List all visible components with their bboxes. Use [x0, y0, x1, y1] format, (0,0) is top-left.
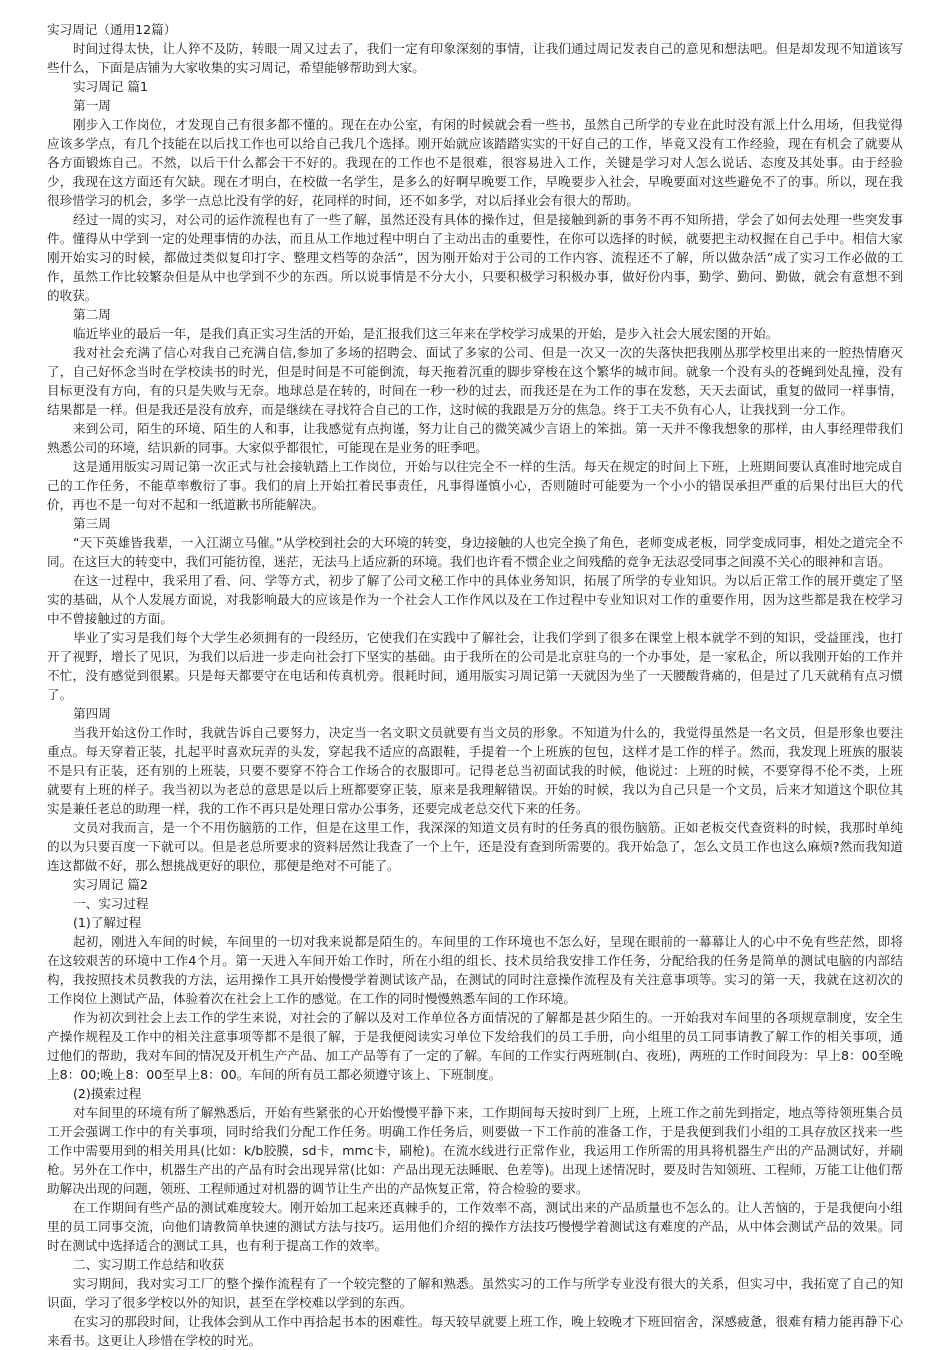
paragraph: 对车间里的环境有所了解熟悉后，开始有些紧张的心开始慢慢平静下来，工作期间每天按时到厂上班，上班工作之前先到指定，地点等待领班集合员工开会强调工作中的有关事项，同时给我们分配工作任务。明确工作任务后，则要做一下工作前的准备工作，于是我便到我们小组的工具存放区找来一些工作中需要用到的相关用具(比如：k/b胶膜，sd卡，mmc卡，刷枪)。在流水线进行正常作业，我运用工作所需的用具将机器生产出的产品测试好，并刷枪。另外在工作中，机器生产出的产品有时会出现异常(比如：产品出现无法睡眠、色差等)。出现上述情况时，要及时告知领班、工程师，万能工让他们帮助解决出现的问题，领班、工程师通过对机器的调节让生产出的产品恢复正常，符合检验的要求。: [47, 1105, 903, 1196]
paragraph: 毕业了实习是我们每个大学生必须拥有的一段经历，它使我们在实践中了解社会，让我们学到了很多在课堂上根本就学不到的知识，受益匪浅，也打开了视野，增长了见识，为我们以后进一步走向社会打下坚实的基础。由于我所在的公司是北京驻乌的一个办事处，是一家私企，所以我刚开始的工作并不忙，没有感觉到很累。只是每天都要守在电话和传真机旁。很耗时间，通用版实习周记第一天就因为坐了一天腰酸背痛的，但是过了几天就稍有点习惯了。: [47, 630, 903, 702]
week-4-heading: 第四周: [73, 706, 111, 721]
week-1-heading: 第一周: [73, 98, 111, 113]
paragraph: 我对社会充满了信心对我自己充满自信,参加了多场的招聘会、面试了多家的公司、但是一次又一次的失落快把我刚丛那学校里出来的一腔热情磨灭了，自己好怀念当时在学校读书的时光，但是时间是不可能倒流，每天拖着沉重的脚步穿梭在这个繁华的城市间。就象一个没有头的苍蝇到处乱撞，没有目标更没有方向，有的只是失败与无奈。地球总是在转的，时间在一秒一秒的过去，而我还是在为工作的事在发愁，天天去面试，重复的做同一样事情，结果都是一样。但是我还是没有放弃，而是继续在寻找符合自己的工作，这时候的我跟是万分的焦急。终于工夫不负有心人，让我找到一分工作。: [47, 345, 903, 417]
paragraph: 在这一过程中，我采用了看、问、学等方式，初步了解了公司文秘工作中的具体业务知识，拓展了所学的专业知识。为以后正常工作的展开奠定了坚实的基础，从个人发展方面说，对我影响最大的应该是作为一个社会人工作作风以及在工作过程中专业知识对工作的重要作用，因为这些都是我在校学习中不曾接触过的方面。: [47, 573, 903, 626]
section-2-heading: 二、实习期工作总结和收获: [73, 1257, 225, 1272]
document-title: 实习周记（通用12篇）: [47, 22, 177, 37]
paragraph: 来到公司，陌生的环境、陌生的人和事，让我感觉有点拘谨，努力让自己的微笑减少言语上的笨拙。第一天并不像我想象的那样，由人事经理带我们熟悉公司的环境，结识新的同事。大家似乎都很忙，可能现在是业务的旺季吧。: [47, 421, 903, 455]
paragraph: 刚步入工作岗位，才发现自己有很多都不懂的。现在在办公室，有闲的时候就会看一些书，虽然自己所学的专业在此时没有派上什么用场，但我觉得应该多学点，有几个技能在以后找工作也可以给自己我几个选择。刚开始就应该踏踏实实的干好自己的工作，毕竟又没有工作经验，现在有机会了就要从各方面锻炼自己。不然，以后干什么都会干不好的。我现在的工作也不是很难，很容易进入工作，关键是学习对人怎么说话、态度及其处事。由于经验少，我现在这方面还有欠缺。现在才明白，在校做一名学生，是多么的好啊早晚要工作，早晚要步入社会，早晚要面对这些避免不了的事。所以，现在我很珍惜学习的机会，多学一点总比没有学的好，花同样的时间，还不如多学，对以后择业会有很大的帮助。: [47, 117, 903, 208]
paragraph: 经过一周的实习，对公司的运作流程也有了一些了解，虽然还没有具体的操作过，但是接触到新的事务不再不知所措，学会了如何去处理一些突发事件。懂得从中学到一定的处理事情的办法，而且从工作地过程中明白了主动出击的重要性，在你可以选择的时候，就要把主动权握在自己手中。相信大家刚开始实习的时候，都做过类似复印打字、整理文档等的杂活”，因为刚开始对于公司的工作内容、流程还不了解，所以做杂活”成了实习工作必做的工作，虽然工作比较繁杂但是从中也学到不少的东西。所以说事情是不分大小，只要积极学习积极办事，做好份内事，勤学、勤问、勤做，就会有意想不到的收获。: [47, 212, 903, 303]
paragraph: 当我开始这份工作时，我就告诉自己要努力，决定当一名文职文员就要有当文员的形象。不知道为什么的，我觉得虽然是一名文员，但是形象也要注重点。每天穿着正装，扎起平时喜欢玩弄的头发，穿起我不适应的高跟鞋，手提着一个上班族的包包，这样才是工作的样子。然而，我发现上班族的服装不是只有正装，还有别的上班装，只要不要穿不符合工作场合的衣服即可。记得老总当初面试我的时候，他说过：上班的时候，不要穿得不伦不类，上班就要有上班的样子。我当初以为老总的意思是以后上班都要穿正装，原来是我理解错误。开始的时候，我以为自己只是一个文员，后来才知道这个职位其实是兼任老总的助理一样，我的工作不再只是处理日常办公事务，还要完成老总交代下来的任务。: [47, 725, 903, 816]
subsection-1-heading: (1)了解过程: [73, 915, 142, 930]
paragraph: 起初，刚进入车间的时候，车间里的一切对我来说都是陌生的。车间里的工作环境也不怎么好，呈现在眼前的一幕幕让人的心中不免有些茫然，即将在这较艰苦的环境中工作4个月。第一天进入车间开始工作时，所在小组的组长、技术员给我安排工作任务，分配给我的任务是简单的测试电脑的内部结构，我按照技术员教我的方法，运用操作工具开始慢慢学着测试该产品，在测试的同时注意操作流程及有关注意事项等。实习的第一天，我就在这初次的工作岗位上测试产品，体验着次在社会上工作的感觉。在工作的同时慢慢熟悉车间的工作环境。: [47, 934, 903, 1006]
paragraph: 在工作期间有些产品的测试难度较大。刚开始加工起来还真棘手的，工作效率不高，测试出来的产品质量也不怎么的。让人苦恼的，于是我便向小组里的员工同事交流，向他们请教简单快速的测试方法与技巧。运用他们介绍的操作方法技巧慢慢学着测试这有难度的产品，从中体会测试产品的效果。同时在测试中选择适合的测试工具，也有利于提高工作的效率。: [47, 1200, 903, 1253]
week-2-heading: 第二周: [73, 307, 111, 322]
paragraph: 临近毕业的最后一年，是我们真正实习生活的开始，是汇报我们这三年来在学校学习成果的开始，是步入社会大展宏图的开始。: [73, 326, 779, 341]
paragraph: 这是通用版实习周记第一次正式与社会接轨踏上工作岗位，开始与以往完全不一样的生活。每天在规定的时间上下班，上班期间要认真准时地完成自己的工作任务，不能草率敷衍了事。我们的肩上开始扛着民事责任，凡事得谨慎小心，否则随时可能要为一个小小的错误承担严重的后果付出巨大的代价，再也不是一句对不起和一纸道歉书所能解决。: [47, 459, 903, 512]
paragraph: 文员对我而言，是一个不用伤脑筋的工作，但是在这里工作，我深深的知道文员有时的任务真的很伤脑筋。正如老板交代查资料的时候，我那时单纯的以为只要百度一下就可以。但是老总所要求的资料居然让我查了一个上午，还是没有查到所需要的。我开始急了，怎么文员工作也这么麻烦?然而我知道连这都做不好，那么想挑战更好的职位，那便是绝对不可能了。: [47, 820, 903, 873]
subsection-2-heading: (2)摸索过程: [73, 1086, 142, 1101]
paragraph: “天下英雄皆我辈，一入江湖立马催。”从学校到社会的大环境的转变，身边接触的人也完全换了角色，老师变成老板，同学变成同事，相处之道完全不同。在这巨大的转变中，我们可能彷徨，迷茫，无法马上适应新的环境。我们也许看不惯企业之间残酷的竞争无法忍受同事之间漠不关心的眼神和言语。: [47, 535, 903, 569]
paragraph: 在实习的那段时间，让我体会到从工作中再拾起书本的困难性。每天较早就要上班工作，晚上较晚才下班回宿舍，深感疲惫，很难有精力能再静下心来看书。这更让人珍惜在学校的时光。: [47, 1314, 903, 1348]
paragraph: 实习期间，我对实习工厂的整个操作流程有了一个较完整的了解和熟悉。虽然实习的工作与所学专业没有很大的关系，但实习中，我拓宽了自己的知识面，学习了很多学校以外的知识，甚至在学校难以学到的东西。: [47, 1276, 903, 1310]
paragraph: 作为初次到社会上去工作的学生来说，对社会的了解以及对工作单位各方面情况的了解都是甚少陌生的。一开始我对车间里的各项规章制度，安全生产操作规程及工作中的相关注意事项等都不是很了解，于是我便阅读实习单位下发给我们的员工手册，向小组里的员工同事请教了解工作的相关事项，通过他们的帮助，我对车间的情况及开机生产产品、加工产品等有了一定的了解。车间的工作实行两班制(白、夜班)，两班的工作时间段为：早上8：00至晚上8：00;晚上8：00至早上8：00。车间的所有员工都必须遵守该上、下班制度。: [47, 1010, 903, 1082]
week-3-heading: 第三周: [73, 516, 111, 531]
article-2-heading: 实习周记 篇2: [73, 877, 148, 892]
article-1-heading: 实习周记 篇1: [73, 79, 148, 94]
section-1-heading: 一、实习过程: [73, 896, 149, 911]
intro-paragraph: 时间过得太快，让人猝不及防，转眼一周又过去了，我们一定有印象深刻的事情，让我们通过周记发表自己的意见和想法吧。但是却发现不知道该写些什么，下面是店铺为大家收集的实习周记，希望能够帮助到大家。: [47, 41, 903, 75]
